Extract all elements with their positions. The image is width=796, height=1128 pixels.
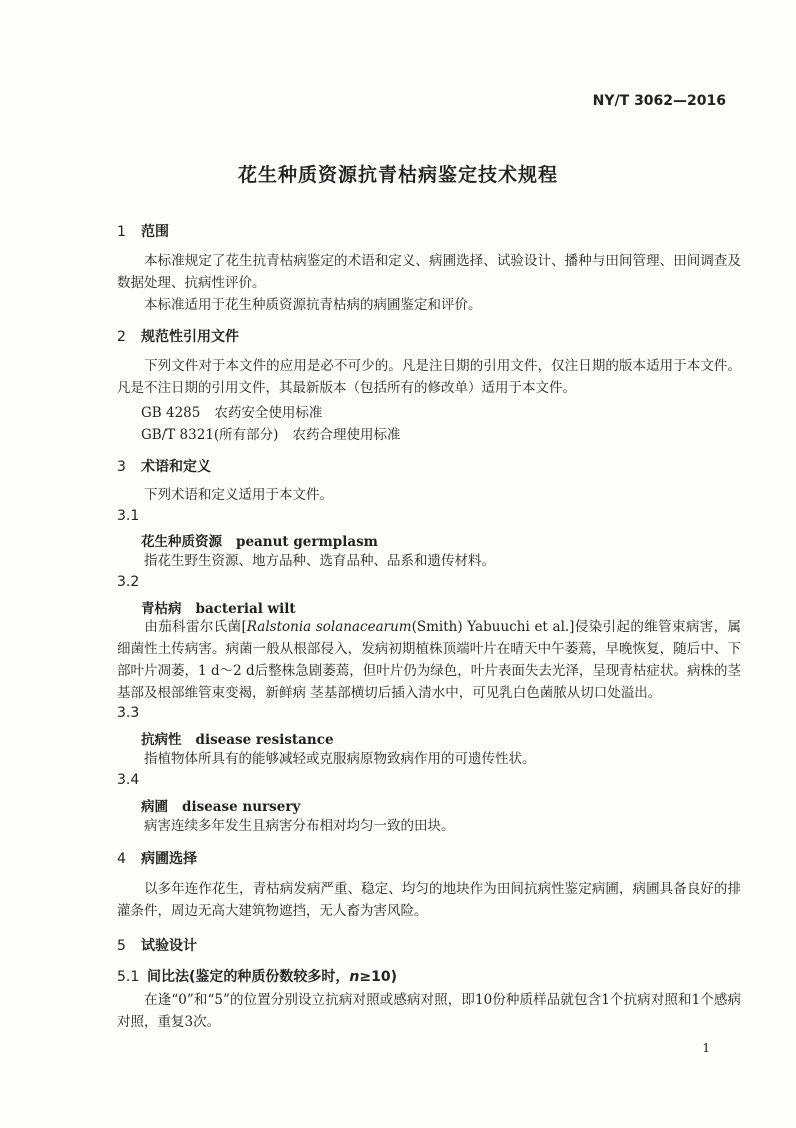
term-definition: 由茄科雷尔氏菌[Ralstonia solanacearum(Smith) Yabuuchi et al.]侵染引起的维管束病害，属细菌性土传病害。病菌一般从根部侵入，发病初期植株顶端叶片在晴天中午萎蔫，早晚恢复，随后中、下部叶片凋萎，1 d～2 d后整株急剧萎蔫，但叶片仍为绿色，叶片表面失去光泽，呈现青枯症状。病株的茎基部及根部维管束变褐，新鲜病 茎基部横切后插入清水中，可见乳白色菌脓从切口处溢出。 xyxy=(117,619,741,701)
paragraph: 下列文件对于本文件的应用是必不可少的。凡是注日期的引用文件，仅注日期的版本适用于本文件。凡是不注日期的引用文件，其最新版本（包括所有的修改单）适用于本文件。 xyxy=(117,358,741,396)
term-number: 3.2 xyxy=(117,574,140,590)
term-heading: 青枯病 bacterial wilt xyxy=(141,601,296,617)
standard-number: NY/T 3062—2016 xyxy=(592,93,726,109)
paragraph: 以多年连作花生，青枯病发病严重、稳定、均匀的地块作为田间抗病性鉴定病圃，病圃具备良好的排灌条件，周边无高大建筑物遮挡，无人畜为害风险。 xyxy=(117,881,741,919)
page-number: 1 xyxy=(702,1041,710,1055)
section-title: 病圃选择 xyxy=(141,851,197,867)
section-title: 试验设计 xyxy=(141,938,197,954)
term-heading: 花生种质资源 peanut germplasm xyxy=(141,534,378,550)
section-number: 1 xyxy=(117,224,126,240)
reference-name: 农药安全使用标准 xyxy=(214,405,323,421)
section-number: 3 xyxy=(117,459,126,475)
section-1-heading xyxy=(117,221,169,241)
reference-code: GB 4285 xyxy=(141,405,201,421)
subsection-number: 5.1 xyxy=(117,969,140,985)
paragraph: 下列术语和定义适用于本文件。 xyxy=(144,487,333,503)
reference-code: GB/T 8321(所有部分) xyxy=(141,427,279,443)
reference-item xyxy=(141,423,400,443)
term-number: 3.3 xyxy=(117,705,140,721)
term-definition: 指植物体所具有的能够减轻或克服病原物致病作用的可遗传性状。 xyxy=(144,751,536,767)
reference-item xyxy=(141,401,322,421)
section-title: 术语和定义 xyxy=(141,459,211,475)
term-heading: 病圃 disease nursery xyxy=(141,799,301,815)
section-number: 5 xyxy=(117,938,126,954)
section-2-heading xyxy=(117,326,239,346)
section-number: 4 xyxy=(117,851,126,867)
section-5-heading xyxy=(117,935,197,955)
subsection-5-1-heading: 5.1 间比法(鉴定的种质份数较多时，n≥10) xyxy=(117,969,397,985)
section-title: 范围 xyxy=(141,224,169,240)
paragraph: 本标准规定了花生抗青枯病鉴定的术语和定义、病圃选择、试验设计、播种与田间管理、田间调查及数据处理、抗病性评价。 xyxy=(117,253,741,291)
term-definition: 指花生野生资源、地方品种、选育品种、品系和遗传材料。 xyxy=(144,553,495,569)
paragraph: 在逢“0”和“5”的位置分别设立抗病对照或感病对照，即10份种质样品就包含1个抗病对照和1个感病对照，重复3次。 xyxy=(117,992,741,1030)
term-number: 3.1 xyxy=(117,508,140,524)
term-number: 3.4 xyxy=(117,772,140,788)
term-definition: 病害连续多年发生且病害分布相对均匀一致的田块。 xyxy=(144,818,455,834)
paragraph: 本标准适用于花生种质资源抗青枯病的病圃鉴定和评价。 xyxy=(144,297,482,313)
reference-name: 农药合理使用标准 xyxy=(292,427,401,443)
section-title: 规范性引用文件 xyxy=(141,329,239,345)
section-number: 2 xyxy=(117,329,126,345)
section-3-heading xyxy=(117,456,211,476)
term-heading: 抗病性 disease resistance xyxy=(141,732,334,748)
document-title: 花生种质资源抗青枯病鉴定技术规程 xyxy=(237,164,558,186)
section-4-heading xyxy=(117,848,197,868)
